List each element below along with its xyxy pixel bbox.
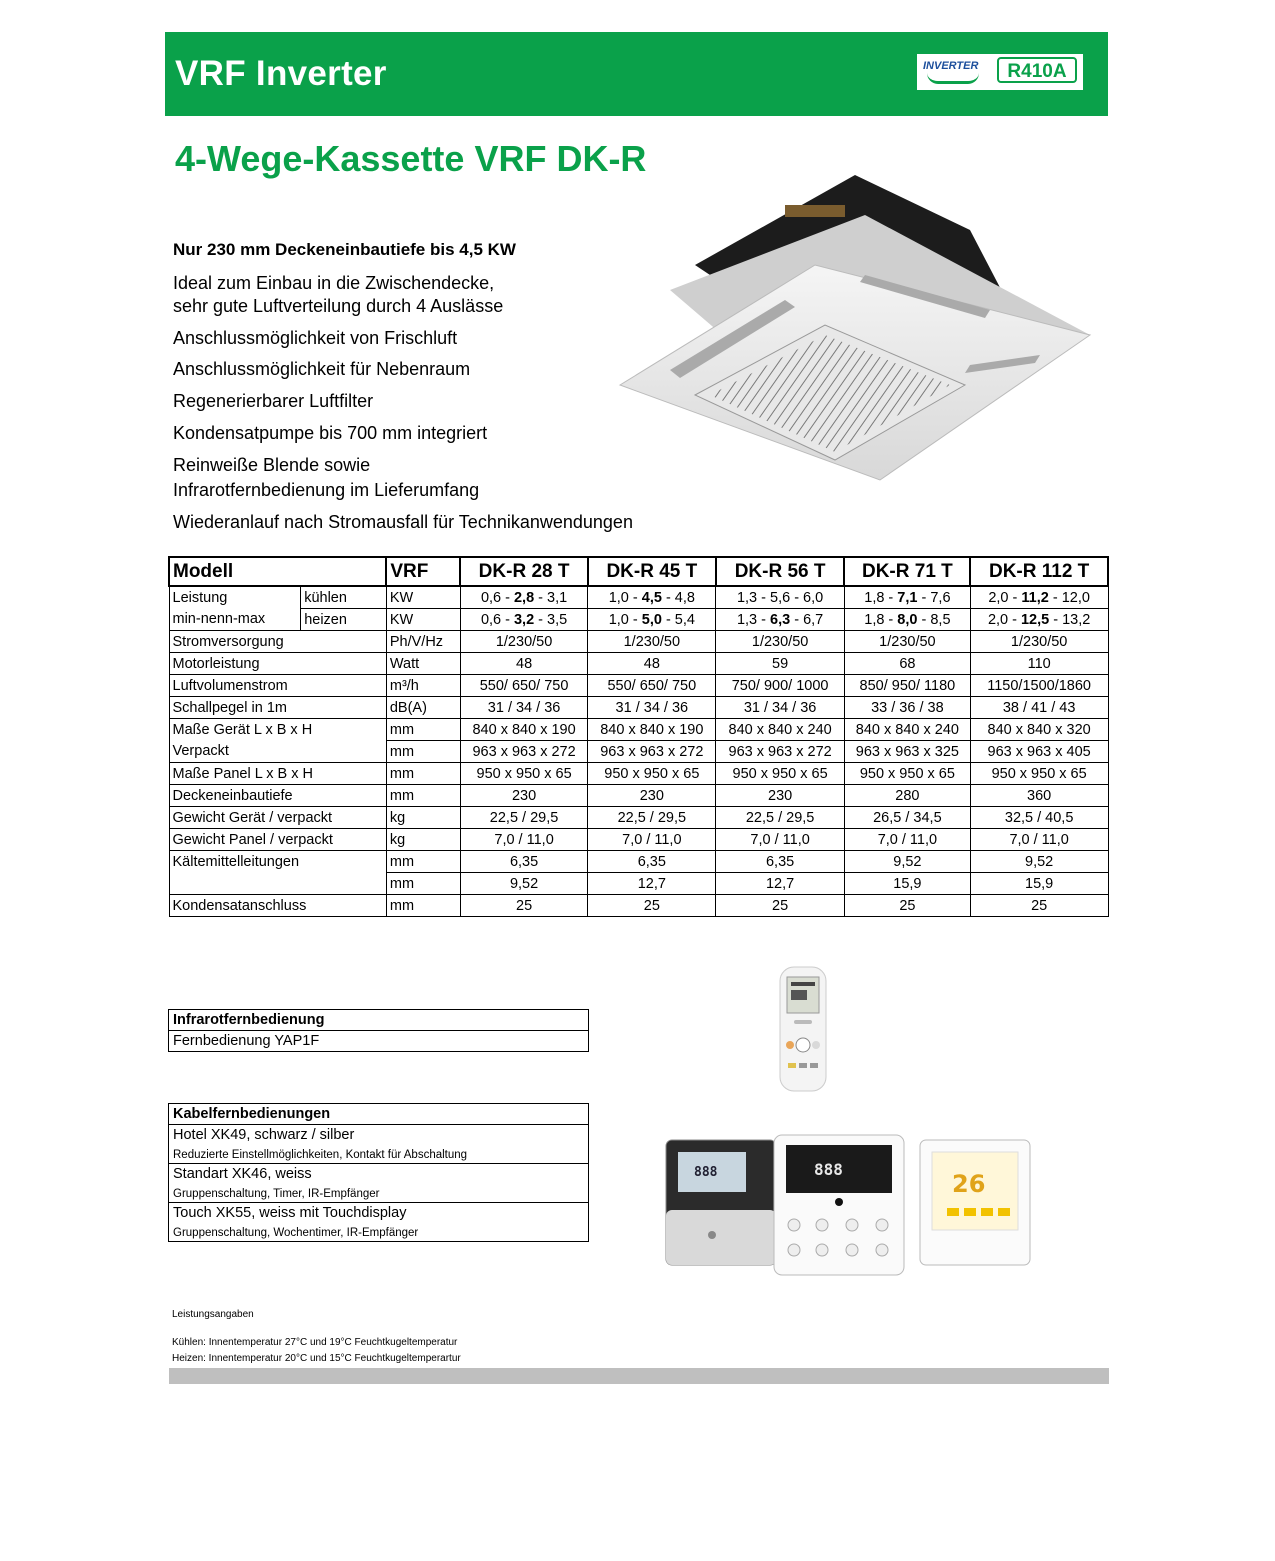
table-row xyxy=(169,653,1108,675)
row-label: Leistung xyxy=(169,586,301,609)
row-label: Gewicht Gerät / verpackt xyxy=(169,807,386,829)
table-cell: 1/230/50 xyxy=(588,631,716,653)
table-row xyxy=(169,829,1108,851)
table-cell: 9,52 xyxy=(844,851,970,873)
header-bar xyxy=(165,32,1108,116)
xk46-display: 888 xyxy=(814,1160,843,1179)
table-cell: 230 xyxy=(460,785,588,807)
row-unit: mm xyxy=(386,785,460,807)
row-label: Motorleistung xyxy=(169,653,386,675)
row-label: Maße Gerät L x B x H xyxy=(169,719,386,741)
wired-remote-desc: Gruppenschaltung, Timer, IR-Empfänger xyxy=(173,1188,380,1200)
row-unit: KW xyxy=(386,609,460,631)
table-cell: 360 xyxy=(970,785,1108,807)
table-cell: 550/ 650/ 750 xyxy=(588,675,716,697)
table-cell: 1,0 - 5,0 - 5,4 xyxy=(588,609,716,631)
table-row xyxy=(169,719,1108,741)
row-unit: mm xyxy=(386,741,460,763)
table-cell: 22,5 / 29,5 xyxy=(716,807,845,829)
row-label: Schallpegel in 1m xyxy=(169,697,386,719)
row-unit: mm xyxy=(386,851,460,873)
table-cell: 850/ 950/ 1180 xyxy=(844,675,970,697)
notes-title: Leistungsangaben xyxy=(172,1309,254,1320)
row-label-empty xyxy=(169,873,386,895)
table-row xyxy=(169,586,1108,609)
row-label: Verpackt xyxy=(169,741,386,763)
table-cell: 25 xyxy=(970,895,1108,917)
table-cell: 7,0 / 11,0 xyxy=(970,829,1108,851)
model-header: DK-R 112 T xyxy=(970,557,1108,586)
r410a-logo: R410A xyxy=(997,57,1077,83)
table-cell: 1,3 - 5,6 - 6,0 xyxy=(716,586,845,609)
wired-remote-item xyxy=(169,1164,589,1203)
table-cell: 31 / 34 / 36 xyxy=(460,697,588,719)
feature-item: Wiederanlauf nach Stromausfall für Technikanwendungen xyxy=(173,512,633,532)
table-cell: 963 x 963 x 405 xyxy=(970,741,1108,763)
table-cell: 25 xyxy=(588,895,716,917)
feature-item: sehr gute Luftverteilung durch 4 Auslässe xyxy=(173,296,504,316)
table-cell: 1,3 - 6,3 - 6,7 xyxy=(716,609,845,631)
table-cell: 0,6 - 3,2 - 3,5 xyxy=(460,609,588,631)
table-cell: 230 xyxy=(588,785,716,807)
table-cell: 9,52 xyxy=(460,873,588,895)
row-sublabel: heizen xyxy=(301,609,387,631)
feature-item: Kondensatpumpe bis 700 mm integriert xyxy=(173,423,488,443)
table-row xyxy=(169,873,1108,895)
feature-headline: Nur 230 mm Deckeneinbautiefe bis 4,5 KW xyxy=(173,240,516,259)
feature-item: Ideal zum Einbau in die Zwischendecke, xyxy=(173,273,495,293)
wired-remote-desc: Reduzierte Einstellmöglichkeiten, Kontakt für Abschaltung xyxy=(173,1149,468,1161)
ir-remote-image xyxy=(778,965,828,1093)
row-unit: mm xyxy=(386,895,460,917)
ir-remote-item: Fernbedienung YAP1F xyxy=(169,1031,589,1052)
row-unit: KW xyxy=(386,586,460,609)
spec-table xyxy=(168,556,1109,917)
wired-controllers-image xyxy=(662,1130,1034,1280)
table-cell: 9,52 xyxy=(970,851,1108,873)
table-cell: 59 xyxy=(716,653,845,675)
table-cell: 7,0 / 11,0 xyxy=(716,829,845,851)
row-label: Kältemittelleitungen xyxy=(169,851,386,873)
table-cell: 25 xyxy=(716,895,845,917)
table-cell: 22,5 / 29,5 xyxy=(588,807,716,829)
table-row xyxy=(169,785,1108,807)
table-row xyxy=(169,675,1108,697)
table-cell: 32,5 / 40,5 xyxy=(970,807,1108,829)
row-unit: kg xyxy=(386,807,460,829)
table-cell: 963 x 963 x 325 xyxy=(844,741,970,763)
feature-item: Anschlussmöglichkeit für Nebenraum xyxy=(173,359,471,379)
table-cell: 840 x 840 x 320 xyxy=(970,719,1108,741)
wired-remote-desc: Gruppenschaltung, Wochentimer, IR-Empfänger xyxy=(173,1227,419,1239)
table-row xyxy=(169,895,1108,917)
table-row xyxy=(169,763,1108,785)
row-unit: Watt xyxy=(386,653,460,675)
table-cell: 25 xyxy=(460,895,588,917)
table-cell: 230 xyxy=(716,785,845,807)
table-cell: 1,8 - 7,1 - 7,6 xyxy=(844,586,970,609)
ir-remote-header: Infrarotfernbedienung xyxy=(169,1010,589,1031)
row-label: Kondensatanschluss xyxy=(169,895,386,917)
row-unit: dB(A) xyxy=(386,697,460,719)
table-cell: 12,7 xyxy=(716,873,845,895)
logo-box xyxy=(917,54,1083,90)
table-row xyxy=(169,851,1108,873)
feature-item: Reinweiße Blende sowie xyxy=(173,455,371,475)
table-cell: 1,8 - 8,0 - 8,5 xyxy=(844,609,970,631)
table-cell: 1150/1500/1860 xyxy=(970,675,1108,697)
feature-item: Anschlussmöglichkeit von Frischluft xyxy=(173,328,458,348)
table-cell: 840 x 840 x 190 xyxy=(588,719,716,741)
table-row xyxy=(169,741,1108,763)
wired-remote-header: Kabelfernbedienungen xyxy=(169,1104,589,1125)
model-header: DK-R 45 T xyxy=(588,557,716,586)
notes-heating: Heizen: Innentemperatur 20°C und 15°C Feuchtkugeltemperartur xyxy=(172,1353,461,1364)
row-unit: mm xyxy=(386,873,460,895)
row-unit: kg xyxy=(386,829,460,851)
table-cell: 15,9 xyxy=(970,873,1108,895)
table-cell: 38 / 41 / 43 xyxy=(970,697,1108,719)
wired-remote-item xyxy=(169,1203,589,1242)
xk49-display: 888 xyxy=(694,1165,718,1180)
wired-remote-name: Hotel XK49, schwarz / silber xyxy=(173,1127,355,1143)
spacer xyxy=(169,1052,589,1104)
model-header: DK-R 56 T xyxy=(716,557,845,586)
table-cell: 6,35 xyxy=(716,851,845,873)
inverter-swoosh-icon xyxy=(927,73,979,84)
table-cell: 950 x 950 x 65 xyxy=(588,763,716,785)
table-cell: 1/230/50 xyxy=(970,631,1108,653)
table-row xyxy=(169,697,1108,719)
table-cell: 950 x 950 x 65 xyxy=(844,763,970,785)
table-cell: 1/230/50 xyxy=(460,631,588,653)
table-cell: 840 x 840 x 240 xyxy=(716,719,845,741)
row-label: min-nenn-max xyxy=(169,609,301,631)
row-label: Stromversorgung xyxy=(169,631,386,653)
row-unit: mm xyxy=(386,763,460,785)
table-cell: 840 x 840 x 190 xyxy=(460,719,588,741)
table-cell: 2,0 - 12,5 - 13,2 xyxy=(970,609,1108,631)
table-cell: 25 xyxy=(844,895,970,917)
xk55-display: 26 xyxy=(952,1170,986,1198)
table-cell: 1/230/50 xyxy=(844,631,970,653)
row-unit: Ph/V/Hz xyxy=(386,631,460,653)
table-cell: 2,0 - 11,2 - 12,0 xyxy=(970,586,1108,609)
table-cell: 110 xyxy=(970,653,1108,675)
table-cell: 1/230/50 xyxy=(716,631,845,653)
table-cell: 22,5 / 29,5 xyxy=(460,807,588,829)
product-title: 4-Wege-Kassette VRF DK-R xyxy=(175,138,647,179)
table-cell: 31 / 34 / 36 xyxy=(588,697,716,719)
spec-header-unit: VRF xyxy=(386,557,460,586)
model-header: DK-R 71 T xyxy=(844,557,970,586)
spec-header-label: Modell xyxy=(169,557,386,586)
notes-cooling: Kühlen: Innentemperatur 27°C und 19°C Feuchtkugeltemperatur xyxy=(172,1337,458,1348)
table-cell: 7,0 / 11,0 xyxy=(460,829,588,851)
table-cell: 550/ 650/ 750 xyxy=(460,675,588,697)
row-label: Gewicht Panel / verpackt xyxy=(169,829,386,851)
table-cell: 68 xyxy=(844,653,970,675)
table-cell: 950 x 950 x 65 xyxy=(460,763,588,785)
table-cell: 48 xyxy=(588,653,716,675)
table-cell: 963 x 963 x 272 xyxy=(588,741,716,763)
table-cell: 15,9 xyxy=(844,873,970,895)
footer-bar xyxy=(169,1368,1109,1384)
row-sublabel: kühlen xyxy=(301,586,387,609)
feature-item: Infrarotfernbedienung im Lieferumfang xyxy=(173,480,480,500)
table-cell: 12,7 xyxy=(588,873,716,895)
row-label: Maße Panel L x B x H xyxy=(169,763,386,785)
table-cell: 7,0 / 11,0 xyxy=(588,829,716,851)
wired-remote-item xyxy=(169,1125,589,1164)
table-cell: 7,0 / 11,0 xyxy=(844,829,970,851)
inverter-logo: INVERTER xyxy=(923,60,979,72)
table-cell: 6,35 xyxy=(460,851,588,873)
table-cell: 33 / 36 / 38 xyxy=(844,697,970,719)
table-cell: 963 x 963 x 272 xyxy=(716,741,845,763)
header-title: VRF Inverter xyxy=(175,54,387,93)
table-cell: 840 x 840 x 240 xyxy=(844,719,970,741)
feature-item: Regenerierbarer Luftfilter xyxy=(173,391,374,411)
table-cell: 48 xyxy=(460,653,588,675)
table-cell: 0,6 - 2,8 - 3,1 xyxy=(460,586,588,609)
table-cell: 1,0 - 4,5 - 4,8 xyxy=(588,586,716,609)
table-row xyxy=(169,631,1108,653)
table-cell: 280 xyxy=(844,785,970,807)
table-row xyxy=(169,807,1108,829)
table-cell: 950 x 950 x 65 xyxy=(970,763,1108,785)
row-label: Deckeneinbautiefe xyxy=(169,785,386,807)
table-cell: 950 x 950 x 65 xyxy=(716,763,845,785)
cassette-unit-image xyxy=(610,170,1095,500)
wired-remote-name: Standart XK46, weiss xyxy=(173,1166,312,1182)
table-cell: 750/ 900/ 1000 xyxy=(716,675,845,697)
table-cell: 6,35 xyxy=(588,851,716,873)
spec-header-row xyxy=(169,557,1108,586)
row-label: Luftvolumenstrom xyxy=(169,675,386,697)
table-cell: 31 / 34 / 36 xyxy=(716,697,845,719)
table-cell: 26,5 / 34,5 xyxy=(844,807,970,829)
remote-table xyxy=(168,1009,589,1242)
table-cell: 963 x 963 x 272 xyxy=(460,741,588,763)
table-row xyxy=(169,609,1108,631)
model-header: DK-R 28 T xyxy=(460,557,588,586)
row-unit: m³/h xyxy=(386,675,460,697)
row-unit: mm xyxy=(386,719,460,741)
wired-remote-name: Touch XK55, weiss mit Touchdisplay xyxy=(173,1205,407,1221)
